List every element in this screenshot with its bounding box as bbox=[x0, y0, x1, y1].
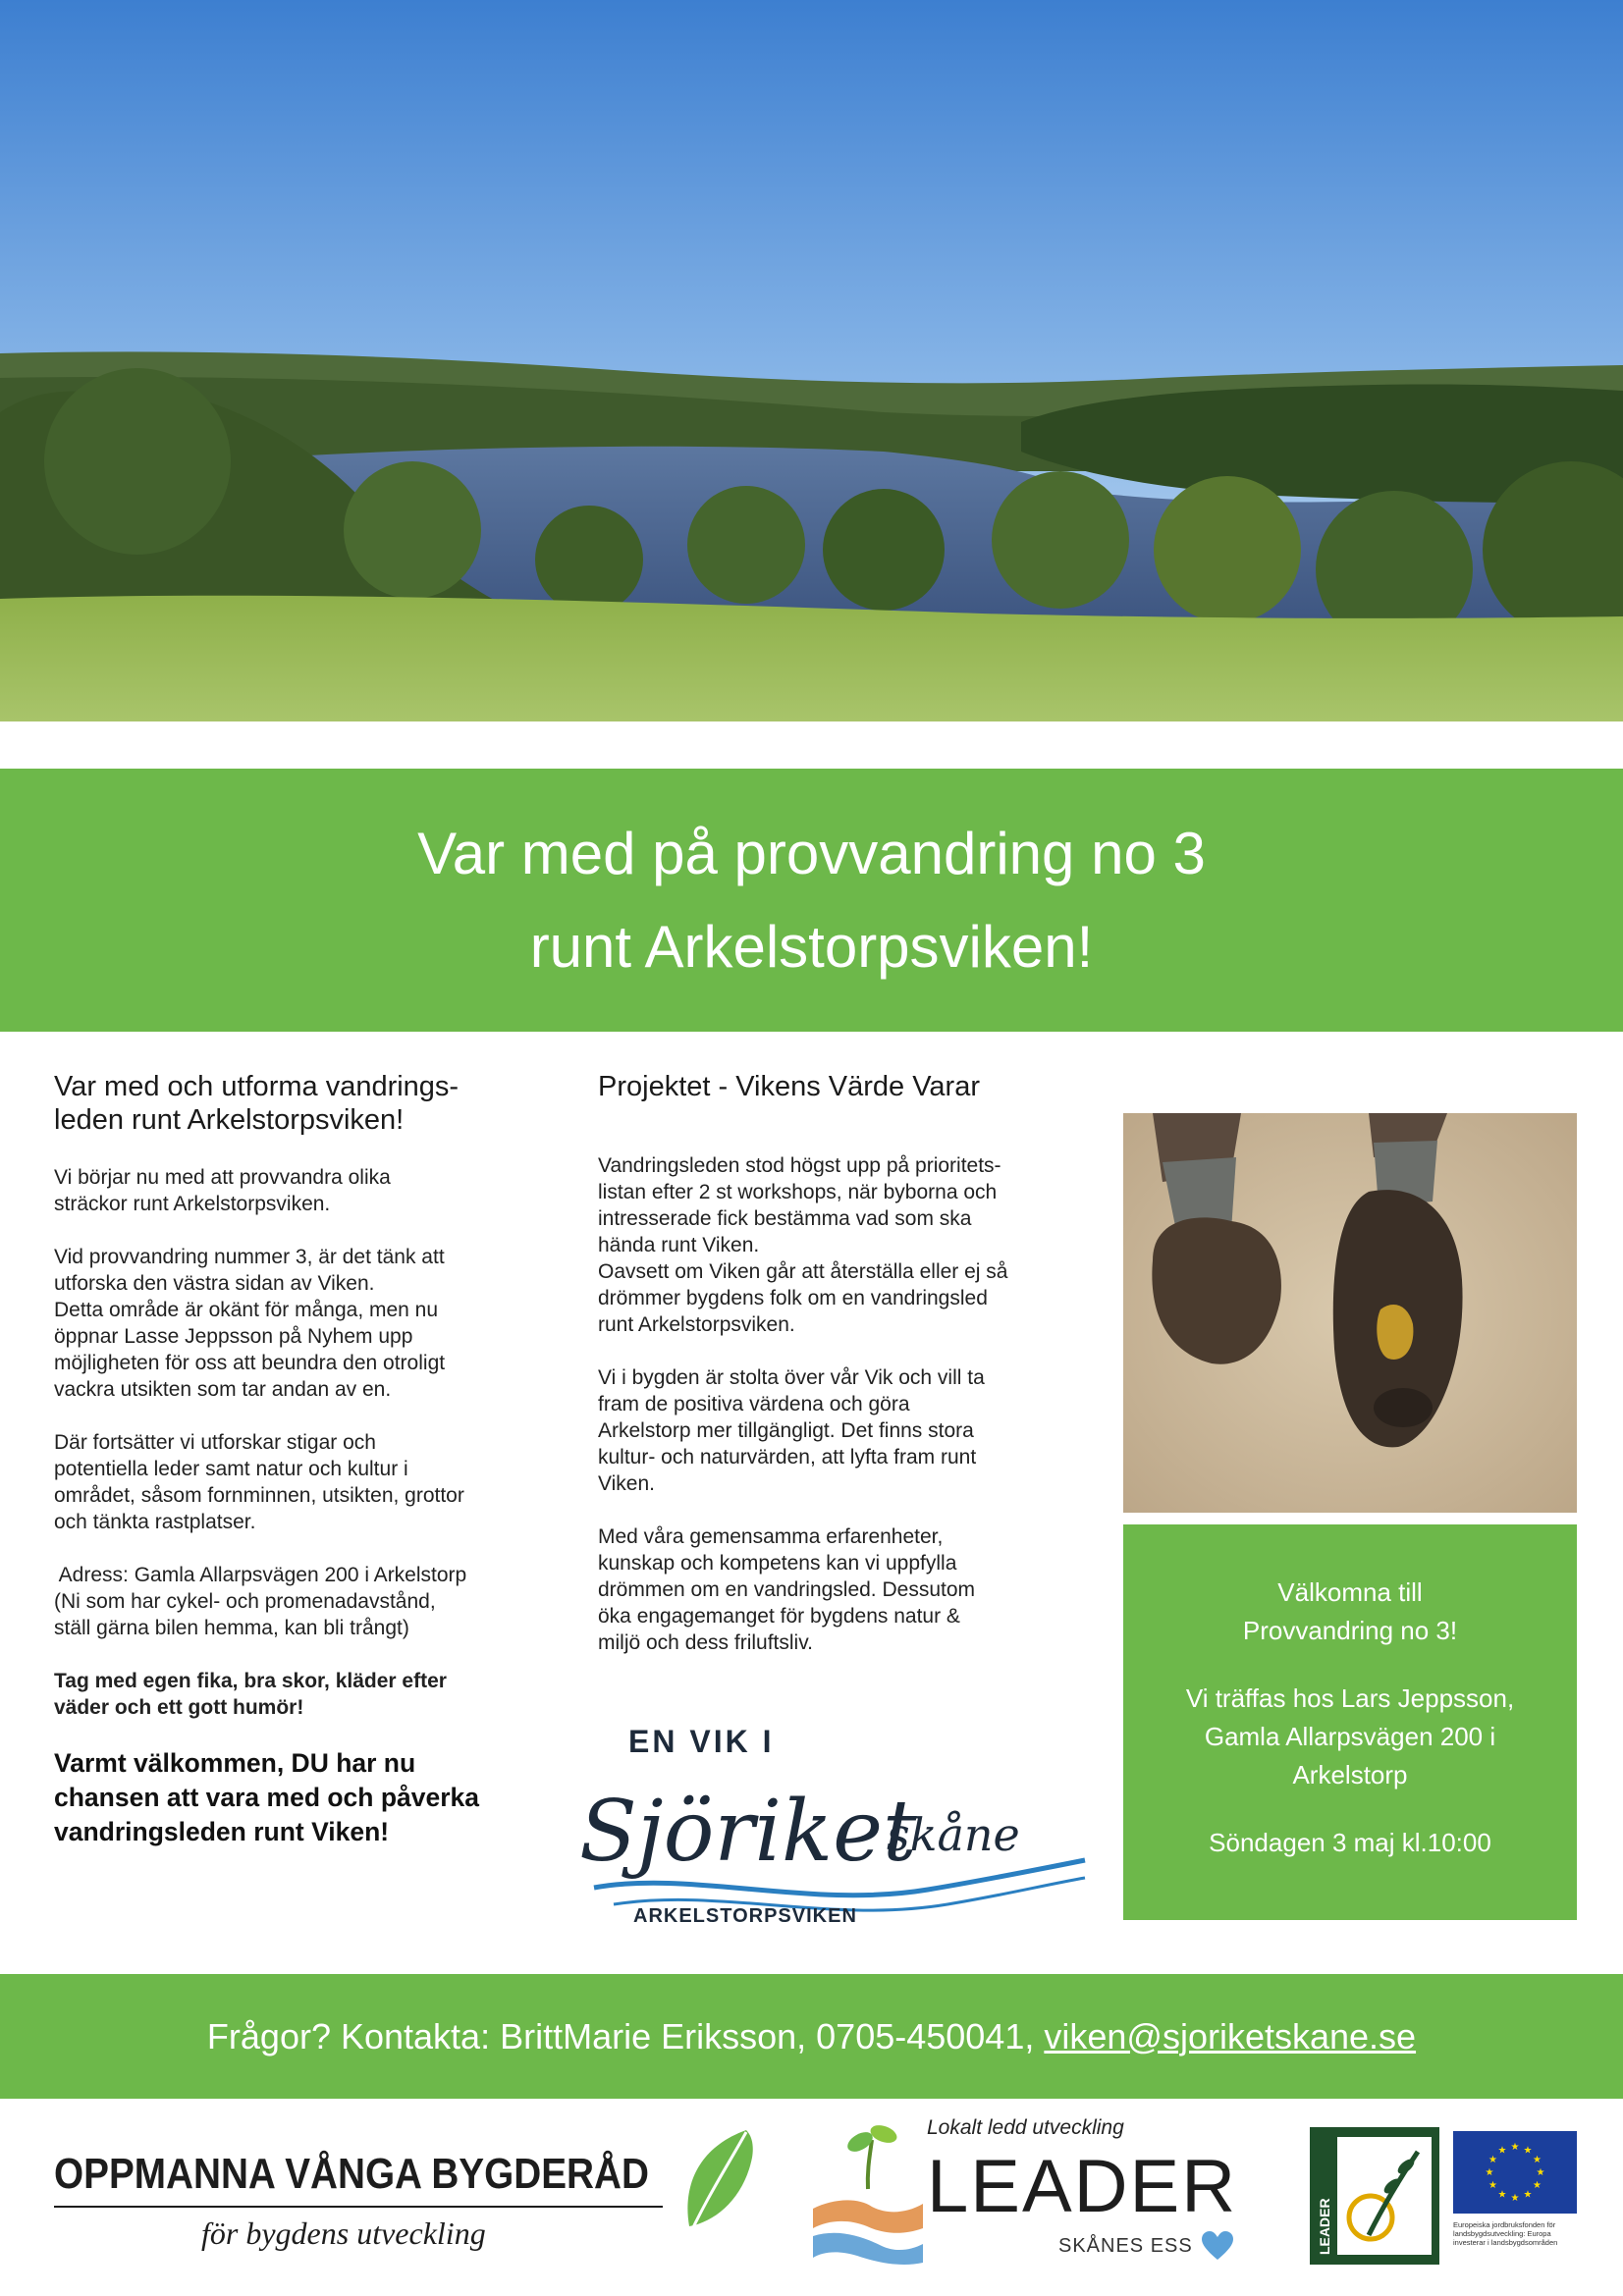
text-line: utforska den västra sidan av Viken. bbox=[54, 1272, 375, 1295]
left-heading-line-1: Var med och utforma vandrings- bbox=[54, 1071, 460, 1102]
leader-badge-text: LEADER bbox=[1317, 2198, 1332, 2255]
info-date-line: Söndagen 3 maj kl.10:00 bbox=[1209, 1828, 1491, 1857]
left-bring-paragraph bbox=[54, 1668, 555, 1721]
text-line: Där fortsätter vi utforskar stigar och bbox=[54, 1431, 376, 1454]
text-line: runt Arkelstorpsviken. bbox=[598, 1313, 795, 1336]
sjoriket-script-text: skåne bbox=[887, 1808, 1020, 1861]
text-line: Oavsett om Viken går att återställa eller ej så bbox=[598, 1260, 1008, 1283]
sjoriket-logo bbox=[574, 1713, 1095, 1939]
eu-star-icon: ★ bbox=[1533, 2180, 1542, 2191]
page-title-line-1: Var med på provvandring no 3 bbox=[417, 821, 1206, 886]
text-line: Viken. bbox=[598, 1472, 655, 1495]
text-line: kunskap och kompetens kan vi uppfylla bbox=[598, 1552, 957, 1575]
hero-landscape-photo bbox=[0, 0, 1623, 721]
text-line: kultur- och naturvärden, att lyfta fram runt bbox=[598, 1446, 977, 1468]
oppmanna-tagline: för bygdens utveckling bbox=[201, 2216, 486, 2251]
eu-star-icon: ★ bbox=[1488, 2180, 1497, 2191]
eu-fund-text: Europeiska jordbruksfonden för landsbygdsutveckling: Europa investerar i landsbygdsområden bbox=[1453, 2220, 1558, 2247]
eu-flag-icon bbox=[1453, 2131, 1577, 2214]
contact-prefix: Frågor? Kontakta: BrittMarie Eriksson, 0705-450041, bbox=[206, 2015, 1045, 2056]
text-line: drömmen om en vandringsled. Dessutom bbox=[598, 1578, 976, 1601]
contact-banner bbox=[0, 1974, 1623, 2099]
info-meet-line-3: Arkelstorp bbox=[1292, 1760, 1408, 1789]
info-meet-line-1: Vi träffas hos Lars Jeppsson, bbox=[1185, 1683, 1515, 1713]
text-line: listan efter 2 st workshops, när byborna och bbox=[598, 1181, 998, 1203]
text-line: vackra utsikten som tar andan av en. bbox=[54, 1378, 392, 1401]
eu-star-icon: ★ bbox=[1485, 2167, 1494, 2178]
oppmanna-org-name: OPPMANNA VÅNGA BYGDERÅD bbox=[54, 2150, 649, 2198]
leader-subtitle: Lokalt ledd utveckling bbox=[927, 2116, 1124, 2139]
leader-eu-badge-icon bbox=[1310, 2127, 1439, 2265]
eu-star-icon: ★ bbox=[1497, 2145, 1507, 2157]
leader-wordmark: LEADER bbox=[927, 2145, 1238, 2228]
text-line: Med våra gemensamma erfarenheter, bbox=[598, 1525, 944, 1548]
page-title-line-2: runt Arkelstorpsviken! bbox=[529, 914, 1094, 980]
text-line: möjligheten för oss att beundra den otroligt bbox=[54, 1352, 446, 1374]
text-line: hända runt Viken. bbox=[598, 1234, 760, 1256]
text-line: Vi i bygden är stolta över vår Vik och vill ta bbox=[598, 1366, 985, 1389]
text-line: området, såsom fornminnen, utsikten, grottor bbox=[54, 1484, 464, 1507]
text-line: och tänkta rastplatser. bbox=[54, 1511, 256, 1533]
sjoriket-bottom-text: ARKELSTORPSVIKEN bbox=[633, 1905, 857, 1927]
text-line: Detta område är okänt för många, men nu bbox=[54, 1299, 439, 1321]
text-line: Vid provvandring nummer 3, är det tänk att bbox=[54, 1246, 445, 1268]
text-line: öka engagemanget för bygdens natur & bbox=[598, 1605, 960, 1628]
info-meet-line-2: Gamla Allarpsvägen 200 i bbox=[1204, 1722, 1496, 1751]
middle-column bbox=[598, 1070, 1089, 1656]
sjoriket-logo-icon bbox=[574, 1713, 1095, 1939]
text-line: sträckor runt Arkelstorpsviken. bbox=[54, 1193, 331, 1215]
info-welcome-line-1: Välkomna till bbox=[1277, 1577, 1423, 1607]
left-paragraph-1 bbox=[54, 1164, 555, 1217]
eu-star-icon: ★ bbox=[1523, 2145, 1533, 2157]
blue-heart-icon bbox=[1200, 2230, 1235, 2262]
eu-star-icon: ★ bbox=[1536, 2167, 1545, 2178]
text-line: Vi börjar nu med att provvandra olika bbox=[54, 1166, 391, 1189]
left-paragraph-3 bbox=[54, 1429, 555, 1535]
left-welcome-paragraph bbox=[54, 1746, 555, 1849]
text-line: Varmt välkommen, DU har nu bbox=[54, 1748, 416, 1778]
leader-hands-icon bbox=[813, 2120, 923, 2268]
lake-landscape-icon bbox=[0, 0, 1623, 721]
green-leaf-icon bbox=[677, 2128, 756, 2248]
text-line: öppnar Lasse Jeppsson på Nyhem upp bbox=[54, 1325, 413, 1348]
sjoriket-main-text: Sjöriket bbox=[579, 1783, 917, 1881]
text-line: intresserade fick bestämma vad som ska bbox=[598, 1207, 972, 1230]
text-line: fram de positiva värdena och göra bbox=[598, 1393, 910, 1415]
text-line: väder och ett gott humör! bbox=[54, 1696, 304, 1719]
text-line: vandringsleden runt Viken! bbox=[54, 1817, 390, 1846]
text-line: ställ gärna bilen hemma, kan bli trångt) bbox=[54, 1617, 409, 1639]
text-line: Vandringsleden stod högst upp på prioritets- bbox=[598, 1154, 1001, 1177]
text-line: (Ni som har cykel- och promenadavstånd, bbox=[54, 1590, 436, 1613]
middle-paragraph-1 bbox=[598, 1152, 1089, 1338]
hiking-boots-photo bbox=[1123, 1113, 1577, 1513]
contact-email-link[interactable]: viken@sjoriketskane.se bbox=[1044, 2015, 1417, 2056]
eu-star-icon: ★ bbox=[1523, 2189, 1533, 2201]
text-line: Adress: Gamla Allarpsvägen 200 i Arkelstorp bbox=[54, 1564, 467, 1586]
title-banner bbox=[0, 769, 1623, 1032]
contact-text bbox=[207, 2015, 1416, 2058]
text-line: drömmer bygdens folk om en vandringsled bbox=[598, 1287, 988, 1309]
sjoriket-top-text: EN VIK I bbox=[628, 1724, 775, 1759]
eu-star-icon: ★ bbox=[1497, 2189, 1507, 2201]
oppmanna-divider bbox=[54, 2206, 663, 2208]
left-heading-line-2: leden runt Arkelstorpsviken! bbox=[54, 1104, 405, 1136]
event-info-box bbox=[1123, 1524, 1577, 1920]
hiking-boots-icon bbox=[1123, 1113, 1577, 1513]
left-address-paragraph bbox=[54, 1562, 555, 1641]
middle-heading: Projektet - Vikens Värde Varar bbox=[598, 1071, 980, 1102]
middle-paragraph-3 bbox=[598, 1523, 1089, 1656]
text-line: Arkelstorp mer tillgängligt. Det finns stora bbox=[598, 1419, 974, 1442]
left-paragraph-2 bbox=[54, 1244, 555, 1403]
middle-paragraph-2 bbox=[598, 1364, 1089, 1497]
text-line: Tag med egen fika, bra skor, kläder efter bbox=[54, 1670, 447, 1692]
text-line: chansen att vara med och påverka bbox=[54, 1783, 480, 1812]
leader-region: SKÅNES ESS bbox=[1058, 2235, 1193, 2257]
eu-star-icon: ★ bbox=[1488, 2155, 1497, 2165]
eu-star-icon: ★ bbox=[1510, 2142, 1520, 2153]
text-line: potentiella leder samt natur och kultur i bbox=[54, 1458, 408, 1480]
text-line: miljö och dess friluftsliv. bbox=[598, 1631, 814, 1654]
eu-star-icon: ★ bbox=[1533, 2155, 1542, 2165]
left-column bbox=[54, 1070, 555, 1849]
info-welcome-line-2: Provvandring no 3! bbox=[1242, 1616, 1458, 1645]
eu-star-icon: ★ bbox=[1510, 2193, 1520, 2204]
